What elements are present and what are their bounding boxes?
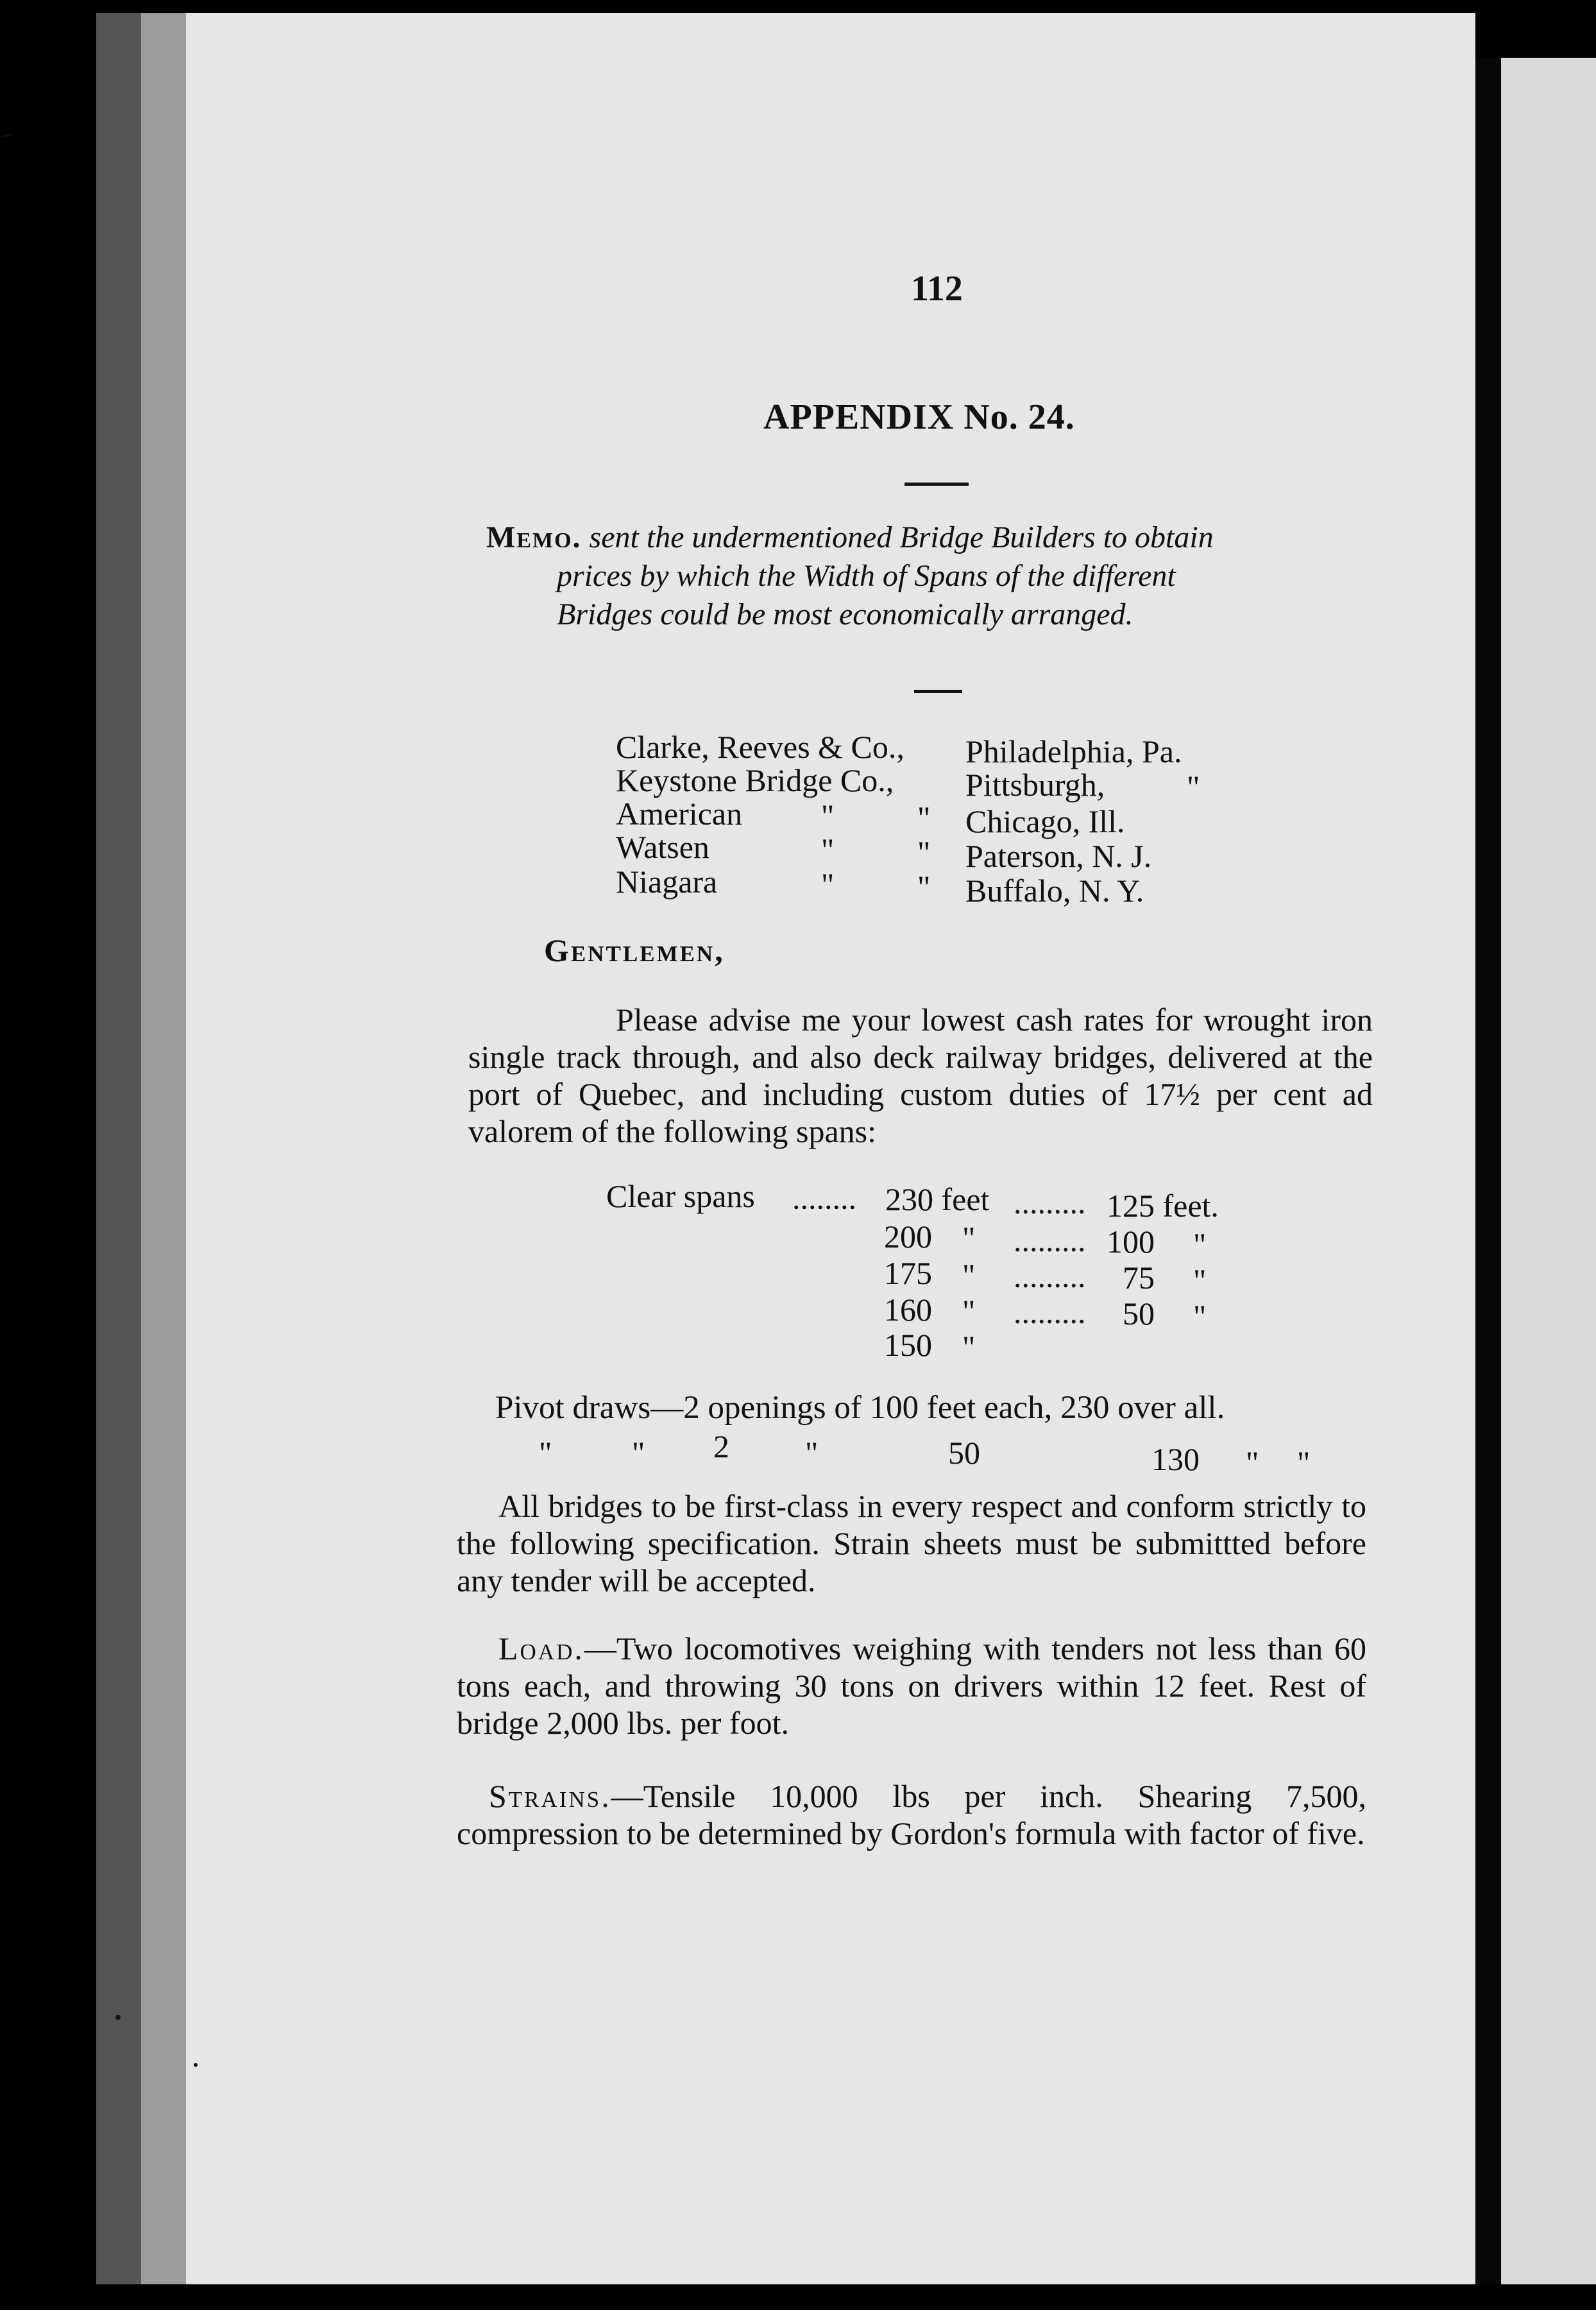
ditto-mark: " xyxy=(1297,1444,1311,1480)
memo-label: Memo. xyxy=(486,520,582,554)
ditto-mark: " xyxy=(1187,769,1200,805)
spans-label: Clear spans xyxy=(606,1178,755,1214)
span-left: 160 xyxy=(884,1292,932,1328)
pivot-overall: 130 xyxy=(1151,1441,1200,1477)
ditto-mark: " xyxy=(821,832,835,868)
ditto-mark: " xyxy=(821,798,835,834)
ditto-mark: " xyxy=(917,869,931,905)
ditto-mark: " xyxy=(917,834,931,870)
span-left: 230 feet xyxy=(885,1181,990,1217)
page-number: 112 xyxy=(911,269,963,309)
span-left: 200 xyxy=(884,1219,932,1254)
scan-speck xyxy=(194,2063,198,2067)
scan-speck xyxy=(3,135,12,137)
ditto-mark: " xyxy=(821,866,835,902)
title-rule xyxy=(904,483,969,486)
ditto-mark: " xyxy=(1193,1262,1207,1298)
pivot-openings: 2 xyxy=(713,1428,729,1464)
specification-paragraph-text: All bridges to be first-class in every respect and conform strictly to the following specification. Strain sheets must be submittted before any tender will be accepted. xyxy=(457,1488,1366,1598)
addressee-place: Philadelphia, Pa. xyxy=(965,733,1182,769)
span-right: 100 xyxy=(1107,1224,1155,1260)
load-text: —Two locomotives weighing with tenders not less than 60 tons each, and throwing 30 tons on drivers within 12 feet. Rest of bridge 2,000 lbs. per foot. xyxy=(457,1630,1366,1741)
ditto-mark: " xyxy=(632,1435,645,1471)
load-label: Load. xyxy=(498,1630,584,1666)
addressee-name: Niagara xyxy=(616,864,718,900)
request-paragraph xyxy=(468,1001,1373,1150)
addressee-name: Clarke, Reeves & Co., xyxy=(616,729,904,765)
ditto-mark: " xyxy=(917,800,931,835)
span-left: 150 xyxy=(884,1327,932,1363)
facing-page xyxy=(1501,58,1596,2284)
leader-dots: ......... xyxy=(1014,1222,1086,1258)
addressee-name: American xyxy=(616,796,743,832)
pivot-width: 50 xyxy=(948,1435,980,1471)
addressee-name: Keystone Bridge Co., xyxy=(616,762,894,798)
leader-dots: ......... xyxy=(1014,1185,1086,1220)
addressee-place: Chicago, Ill. xyxy=(965,803,1125,839)
ditto-mark: " xyxy=(805,1435,819,1471)
leader-dots: ......... xyxy=(1014,1294,1086,1330)
book-spine xyxy=(96,13,141,2284)
appendix-title: APPENDIX No. 24. xyxy=(763,397,1075,437)
request-paragraph-text: Please advise me your lowest cash rates for wrought iron single track through, and also deck railway bridges, delivered at the port of Quebec, and including custom duties of 17½ per cent ad valorem of the following spans: xyxy=(468,1002,1373,1149)
addressee-place: Pittsburgh, xyxy=(965,767,1105,803)
pivot-line: Pivot draws—2 openings of 100 feet each, 230 over all. xyxy=(495,1390,1225,1426)
addressee-place: Paterson, N. J. xyxy=(965,838,1152,874)
leader-dots: ......... xyxy=(1014,1258,1086,1294)
memo-paragraph xyxy=(486,518,1384,634)
strains-paragraph xyxy=(457,1777,1366,1852)
ditto-mark: " xyxy=(962,1293,976,1329)
span-right: 75 xyxy=(1123,1260,1155,1296)
salutation: Gentlemen, xyxy=(544,932,725,968)
ditto-mark: " xyxy=(1193,1298,1207,1334)
span-left: 175 xyxy=(884,1255,932,1291)
addressee-name: Watsen xyxy=(616,829,709,865)
specification-paragraph xyxy=(457,1487,1366,1599)
ditto-mark: " xyxy=(962,1329,976,1365)
ditto-mark: " xyxy=(1246,1444,1259,1480)
ditto-mark: " xyxy=(539,1435,552,1471)
span-right: 125 feet. xyxy=(1107,1188,1219,1224)
load-paragraph xyxy=(457,1630,1366,1741)
memo-line-2: prices by which the Width of Spans of the different xyxy=(557,559,1176,593)
memo-line-1: sent the undermentioned Bridge Builders to obtain xyxy=(589,520,1214,554)
page-gutter xyxy=(141,13,186,2284)
scan-speck xyxy=(115,2015,121,2020)
ditto-mark: " xyxy=(962,1220,976,1256)
ditto-mark: " xyxy=(1193,1226,1207,1262)
addressee-place: Buffalo, N. Y. xyxy=(965,873,1144,909)
ditto-mark: " xyxy=(962,1257,976,1293)
strains-label: Strains. xyxy=(489,1778,611,1814)
strains-text: —Tensile 10,000 lbs per inch. Shearing 7,500, compression to be determined by Gordon's formula with factor of five. xyxy=(457,1778,1366,1851)
leader-dots: ........ xyxy=(792,1180,856,1216)
span-right: 50 xyxy=(1123,1296,1155,1331)
page-edge-shadow xyxy=(1475,58,1501,2284)
memo-rule xyxy=(914,690,962,693)
memo-line-3: Bridges could be most economically arranged. xyxy=(557,597,1133,631)
